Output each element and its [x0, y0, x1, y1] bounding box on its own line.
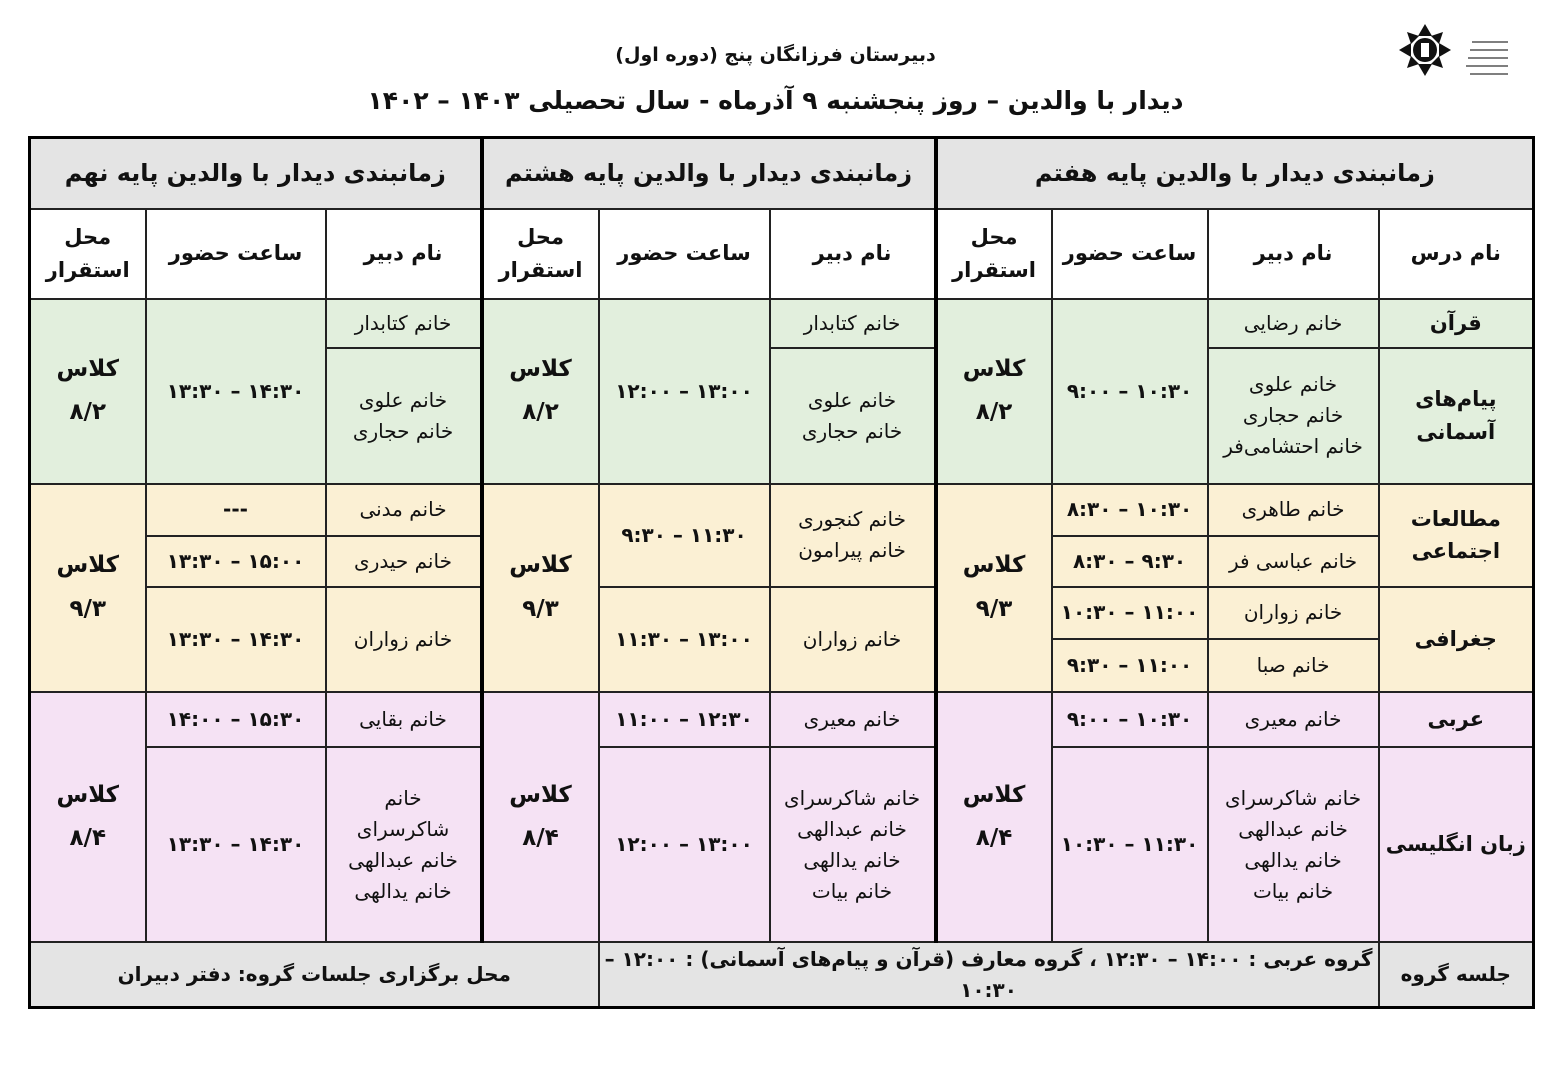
g8-time-cell: ۱۲:۳۰ – ۱۱:۰۰ [599, 692, 770, 747]
g7-location-cell: کلاس ۸/۴ [936, 692, 1052, 942]
g8-teacher-cell: خانم علوی خانم حجاری [770, 348, 936, 484]
g8-location-cell: کلاس ۸/۴ [482, 692, 599, 942]
g8-time-cell: ۱۱:۳۰ – ۹:۳۰ [599, 484, 770, 587]
g7-time-cell: ۹:۳۰ – ۸:۳۰ [1052, 536, 1208, 587]
g7-teacher-header: نام دبیر [1208, 209, 1379, 299]
g7-location-cell: کلاس ۸/۲ [936, 299, 1052, 484]
g8-location-header: محل استقرار [482, 209, 599, 299]
g9-time-header: ساعت حضور [146, 209, 326, 299]
g9-time-cell: ۱۴:۳۰ – ۱۳:۳۰ [146, 587, 326, 692]
g9-teacher-cell: خانم کتابدار [326, 299, 482, 348]
g7-location-cell: کلاس ۹/۳ [936, 484, 1052, 692]
g7-teacher-cell: خانم صبا [1208, 639, 1379, 692]
g7-time-cell: ۱۱:۳۰ – ۱۰:۳۰ [1052, 747, 1208, 942]
g8-time-header: ساعت حضور [599, 209, 770, 299]
g8-time-cell: ۱۳:۰۰ – ۱۲:۰۰ [599, 747, 770, 942]
g7-time-cell: ۱۰:۳۰ – ۹:۰۰ [1052, 692, 1208, 747]
g9-teacher-cell: خانم بقایی [326, 692, 482, 747]
subject-joghrafi: جغرافی [1379, 587, 1534, 692]
g7-location-header: محل استقرار [936, 209, 1052, 299]
g9-teacher-cell: خانم شاکرسرای خانم عبدالهی خانم یدالهی [326, 747, 482, 942]
grade9-group-header: زمانبندی دیدار با والدین پایه نهم [30, 138, 482, 209]
subject-quran: قرآن [1379, 299, 1534, 348]
g7-time-cell: ۱۰:۳۰ – ۹:۰۰ [1052, 299, 1208, 484]
g9-teacher-cell: خانم مدنی [326, 484, 482, 536]
g8-teacher-cell: خانم شاکرسرای خانم عبدالهی خانم یدالهی خانم بیات [770, 747, 936, 942]
schedule-table [28, 136, 1535, 1009]
g7-teacher-cell: خانم رضایی [1208, 299, 1379, 348]
g8-teacher-cell: خانم زواران [770, 587, 936, 692]
g9-location-cell: کلاس ۹/۳ [30, 484, 146, 692]
g7-time-cell: ۱۰:۳۰ – ۸:۳۰ [1052, 484, 1208, 536]
g7-time-cell: ۱۱:۰۰ – ۹:۳۰ [1052, 639, 1208, 692]
g8-teacher-header: نام دبیر [770, 209, 936, 299]
g9-teacher-cell: خانم حیدری [326, 536, 482, 587]
g7-teacher-cell: خانم علوی خانم حجاری خانم احتشامی‌فر [1208, 348, 1379, 484]
g7-teacher-cell: خانم زواران [1208, 587, 1379, 639]
g7-time-cell: ۱۱:۰۰ – ۱۰:۳۰ [1052, 587, 1208, 639]
g9-location-header: محل استقرار [30, 209, 146, 299]
school-name: دبیرستان فرزانگان پنج (دوره اول) [615, 44, 936, 66]
g9-time-cell: ۱۴:۳۰ – ۱۳:۳۰ [146, 299, 326, 484]
g7-time-header: ساعت حضور [1052, 209, 1208, 299]
g9-time-cell: --- [146, 484, 326, 536]
g9-location-cell: کلاس ۸/۲ [30, 299, 146, 484]
subject-arabi: عربی [1379, 692, 1534, 747]
g8-time-cell: ۱۳:۰۰ – ۱۱:۳۰ [599, 587, 770, 692]
g8-time-cell: ۱۳:۰۰ – ۱۲:۰۰ [599, 299, 770, 484]
group-meeting-venue: محل برگزاری جلسات گروه: دفتر دبیران [30, 942, 599, 1007]
g7-teacher-cell: خانم عباسی فر [1208, 536, 1379, 587]
g8-teacher-cell: خانم کنجوری خانم پیرامون [770, 484, 936, 587]
g9-teacher-header: نام دبیر [326, 209, 482, 299]
g7-teacher-cell: خانم شاکرسرای خانم عبدالهی خانم یدالهی خانم بیات [1208, 747, 1379, 942]
group-meeting-times: گروه عربی : ۱۴:۰۰ – ۱۲:۳۰ ، گروه معارف (قرآن و پیام‌های آسمانی) : ۱۲:۰۰ – ۱۰:۳۰ [599, 942, 1379, 1007]
subject-header: نام درس [1379, 209, 1534, 299]
group-meeting-label: جلسه گروه [1379, 942, 1534, 1007]
grade8-group-header: زمانبندی دیدار با والدین پایه هشتم [482, 138, 936, 209]
g8-location-cell: کلاس ۹/۳ [482, 484, 599, 692]
g9-teacher-cell: خانم زواران [326, 587, 482, 692]
g8-teacher-cell: خانم کتابدار [770, 299, 936, 348]
grade7-group-header: زمانبندی دیدار با والدین پایه هفتم [936, 138, 1534, 209]
g8-location-cell: کلاس ۸/۲ [482, 299, 599, 484]
g8-teacher-cell: خانم معیری [770, 692, 936, 747]
subject-motaleat: مطالعات اجتماعی [1379, 484, 1534, 587]
g9-location-cell: کلاس ۸/۴ [30, 692, 146, 942]
g9-time-cell: ۱۵:۳۰ – ۱۴:۰۰ [146, 692, 326, 747]
g7-teacher-cell: خانم معیری [1208, 692, 1379, 747]
g7-teacher-cell: خانم طاهری [1208, 484, 1379, 536]
g9-time-cell: ۱۴:۳۰ – ۱۳:۳۰ [146, 747, 326, 942]
g9-time-cell: ۱۵:۰۰ – ۱۳:۳۰ [146, 536, 326, 587]
page-title: دیدار با والدین – روز پنجشنبه ۹ آذرماه - سال تحصیلی ۱۴۰۳ – ۱۴۰۲ [367, 86, 1184, 115]
g9-teacher-cell: خانم علوی خانم حجاری [326, 348, 482, 484]
subject-english: زبان انگلیسی [1379, 747, 1534, 942]
subject-payam: پیام‌های آسمانی [1379, 348, 1534, 484]
